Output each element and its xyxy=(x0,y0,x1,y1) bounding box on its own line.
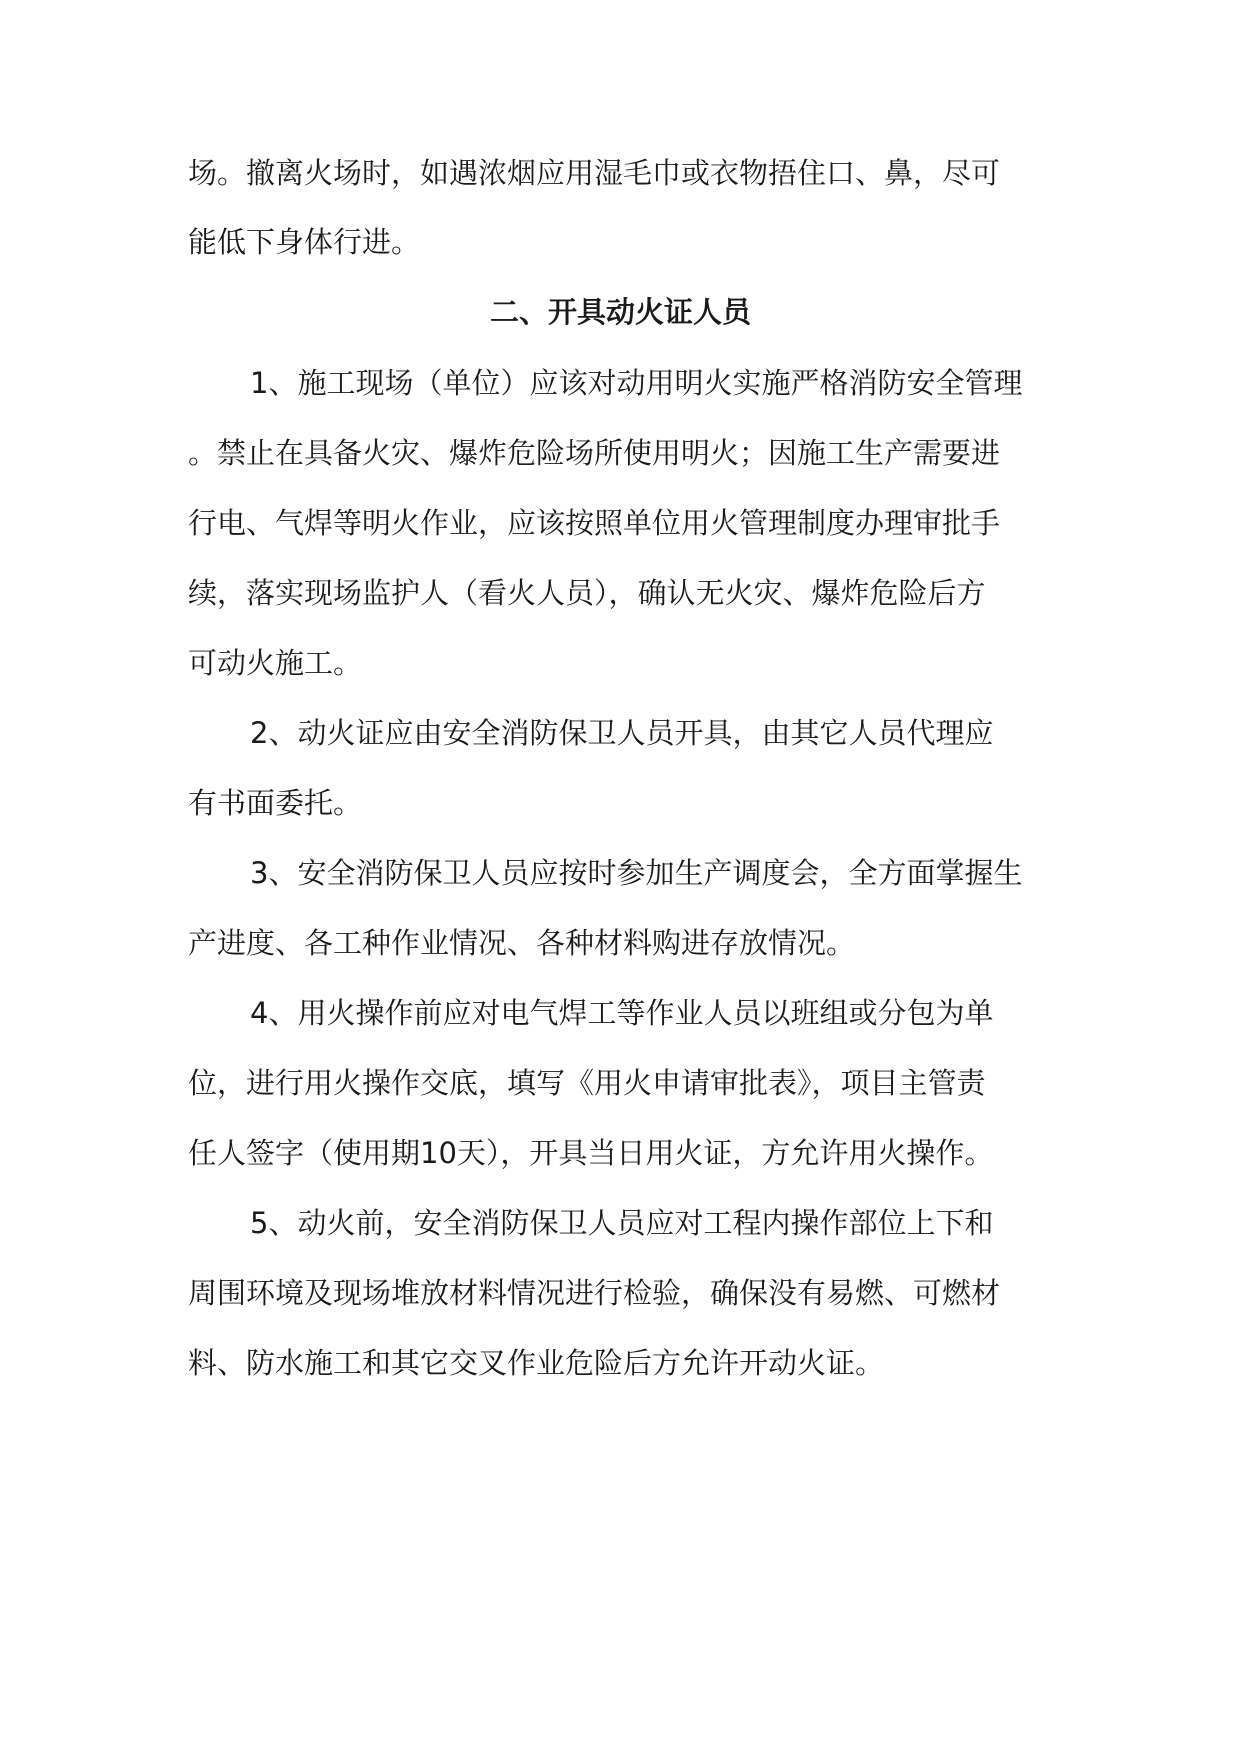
item4-line-1: 4、用火操作前应对电气焊工等作业人员以班组或分包为单 xyxy=(250,996,994,1030)
item4-line-2: 位，进行用火操作交底，填写《用火申请审批表》，项目主管责 xyxy=(188,1066,986,1100)
item5-line-3: 料、防水施工和其它交叉作业危险后方允许开动火证。 xyxy=(188,1346,885,1380)
item1-line-5: 可动火施工。 xyxy=(188,646,363,680)
item4-line-3: 任人签字（使用期10天），开具当日用火证，方允许用火操作。 xyxy=(188,1136,994,1170)
item1-line-4: 续，落实现场监护人（看火人员），确认无火灾、爆炸危险后方 xyxy=(188,576,986,610)
item1-line-2: 。禁止在具备火灾、爆炸危险场所使用明火；因施工生产需要进 xyxy=(188,436,1001,470)
item2-line-2: 有书面委托。 xyxy=(188,786,363,820)
intro-line-1: 场。撤离火场时，如遇浓烟应用湿毛巾或衣物捂住口、鼻，尽可 xyxy=(188,156,1001,190)
item3-line-1: 3、安全消防保卫人员应按时参加生产调度会，全方面掌握生 xyxy=(250,856,1023,890)
item5-line-2: 周围环境及现场堆放材料情况进行检验，确保没有易燃、可燃材 xyxy=(188,1276,1001,1310)
section-heading: 二、开具动火证人员 xyxy=(489,295,751,329)
intro-line-2: 能低下身体行进。 xyxy=(188,225,421,259)
item1-line-1: 1、施工现场（单位）应该对动用明火实施严格消防安全管理 xyxy=(250,366,1023,400)
item1-line-3: 行电、气焊等明火作业，应该按照单位用火管理制度办理审批手 xyxy=(188,506,1001,540)
item3-line-2: 产进度、各工种作业情况、各种材料购进存放情况。 xyxy=(188,926,856,960)
item2-line-1: 2、动火证应由安全消防保卫人员开具，由其它人员代理应 xyxy=(250,716,994,750)
item5-line-1: 5、动火前，安全消防保卫人员应对工程内操作部位上下和 xyxy=(250,1206,994,1240)
